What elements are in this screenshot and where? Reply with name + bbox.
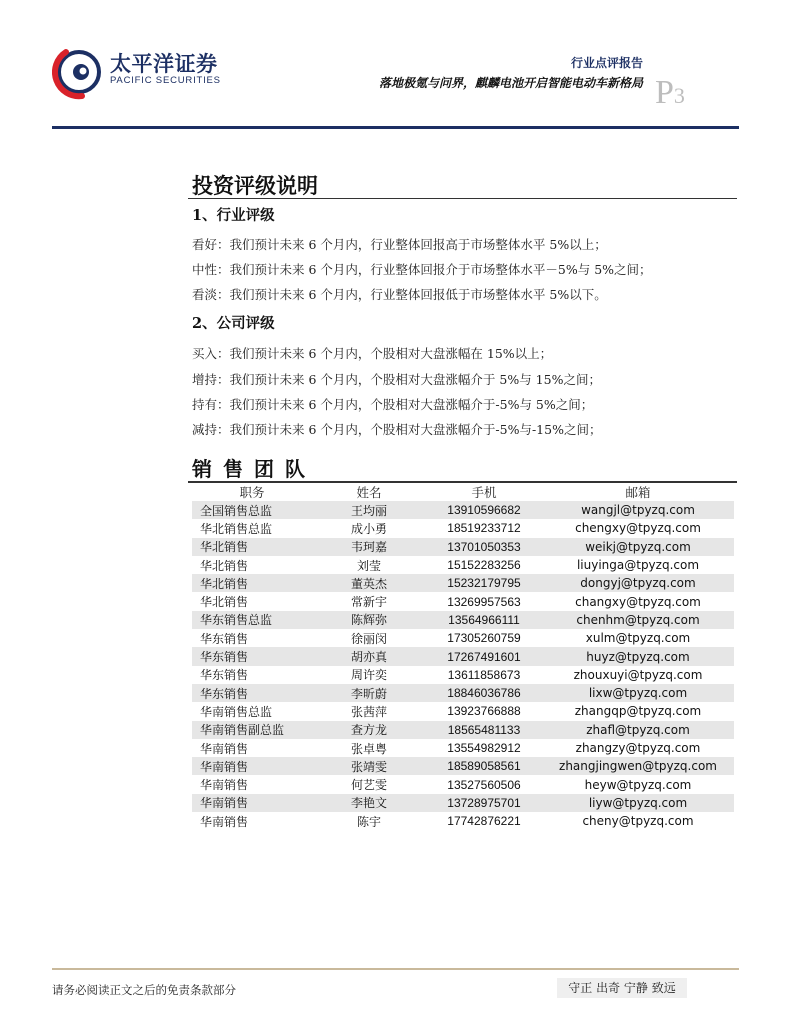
email-cell: chengxy@tpyzq.com (575, 521, 701, 536)
report-type: 行业点评报告 (570, 56, 643, 70)
footer-rule (52, 968, 739, 970)
email-cell: cheny@tpyzq.com (582, 814, 694, 829)
role-cell: 华东销售 (200, 668, 249, 683)
phone-cell: 15152283256 (447, 558, 521, 573)
email-cell: lixw@tpyzq.com (542, 684, 734, 702)
email-cell: huyz@tpyzq.com (542, 647, 734, 665)
phone-cell: 13923766888 (447, 704, 521, 719)
phone-cell: 18589058561 (426, 757, 542, 775)
name-cell: 陈辉弥 (312, 611, 426, 629)
phone-cell: 13728975701 (426, 794, 542, 812)
rating-section-rule (188, 198, 737, 199)
name-cell: 李昕蔚 (312, 684, 426, 702)
email-cell: liyw@tpyzq.com (542, 794, 734, 812)
industry-rating-line: 中性：我们预计未来 6 个月内，行业整体回报介于市场整体水平－5%与 5%之间； (192, 262, 652, 277)
role-cell: 华南销售 (200, 778, 249, 793)
role-cell: 华东销售 (192, 684, 312, 702)
table-row (192, 611, 734, 629)
table-row (192, 519, 734, 537)
phone-cell: 13269957563 (447, 594, 521, 609)
phone-cell: 13611858673 (447, 667, 521, 682)
company-rating-line: 买入：我们预计未来 6 个月内，个股相对大盘涨幅在 15%以上； (192, 346, 553, 361)
table-row (192, 647, 734, 665)
email-cell: zhangzy@tpyzq.com (575, 741, 701, 755)
role-cell: 华南销售总监 (200, 704, 273, 719)
role-cell: 华北销售 (200, 595, 249, 610)
table-header-row (192, 483, 734, 501)
name-cell: 张靖雯 (312, 757, 426, 775)
company-motto: 守正 出奇 宁静 致远 (557, 978, 687, 998)
company-logo (52, 42, 222, 100)
column-header-phone: 手机 (471, 485, 497, 500)
company-rating-heading: 2、公司评级 (192, 315, 275, 332)
name-cell: 徐丽闵 (350, 631, 387, 646)
email-cell: heyw@tpyzq.com (584, 777, 692, 792)
sales-team-table (192, 483, 734, 830)
column-header-role: 职务 (239, 485, 265, 500)
name-cell: 周许奕 (350, 668, 387, 683)
table-row (192, 739, 734, 757)
email-cell: zhafl@tpyzq.com (542, 721, 734, 739)
sales-team-rows (192, 501, 734, 830)
phone-cell: 15232179795 (426, 574, 542, 592)
email-cell: chenhm@tpyzq.com (542, 611, 734, 629)
table-row (192, 666, 734, 684)
name-cell: 韦珂嘉 (312, 538, 426, 556)
role-cell: 华东销售 (192, 647, 312, 665)
name-cell: 刘莹 (356, 558, 381, 573)
role-cell: 华东销售 (200, 631, 249, 646)
table-row (192, 812, 734, 830)
table-row (192, 501, 734, 519)
disclaimer-note: 请务必阅读正文之后的免责条款部分 (52, 983, 236, 997)
table-row (192, 757, 734, 775)
page-number (655, 74, 685, 112)
role-cell: 华北销售 (192, 574, 312, 592)
name-cell: 张茜萍 (350, 704, 387, 719)
phone-cell: 13527560506 (447, 777, 521, 792)
email-cell: wangjl@tpyzq.com (542, 501, 734, 519)
table-row (192, 556, 734, 574)
table-row (192, 629, 734, 647)
name-cell: 张卓粤 (350, 741, 387, 756)
phone-cell: 18846036786 (426, 684, 542, 702)
phone-cell: 18519233712 (447, 521, 521, 536)
email-cell: zhouxuyi@tpyzq.com (573, 667, 703, 682)
table-row (192, 538, 734, 556)
page-number-value: 3 (673, 83, 685, 108)
table-row (192, 721, 734, 739)
logo-chinese-name: 太平洋证券 (110, 52, 218, 76)
name-cell: 胡亦真 (312, 647, 426, 665)
table-row (192, 775, 734, 793)
table-row (192, 684, 734, 702)
company-rating-line: 增持：我们预计未来 6 个月内，个股相对大盘涨幅介于 5%与 15%之间； (192, 372, 601, 387)
industry-rating-heading: 1、行业评级 (192, 207, 275, 224)
email-cell: zhangqp@tpyzq.com (574, 704, 702, 719)
phone-cell: 13564966111 (426, 611, 542, 629)
company-rating-line: 减持：我们预计未来 6 个月内，个股相对大盘涨幅介于-5%与-15%之间； (192, 422, 602, 437)
role-cell: 华东销售总监 (192, 611, 312, 629)
phone-cell: 17742876221 (447, 814, 521, 829)
phone-cell: 18565481133 (426, 721, 542, 739)
table-row (192, 794, 734, 812)
pacific-securities-logo-icon (52, 42, 106, 100)
name-cell: 李艳文 (312, 794, 426, 812)
company-rating-line: 持有：我们预计未来 6 个月内，个股相对大盘涨幅介于-5%与 5%之间； (192, 397, 594, 412)
industry-rating-line: 看好：我们预计未来 6 个月内，行业整体回报高于市场整体水平 5%以上； (192, 237, 607, 252)
name-cell: 王均丽 (312, 501, 426, 519)
name-cell: 何艺雯 (350, 778, 387, 793)
sales-team-title: 销售团队 (192, 457, 316, 481)
column-header-name: 姓名 (356, 485, 382, 500)
report-title: 落地极氪与问界，麒麟电池开启智能电动车新格局 (378, 76, 643, 90)
name-cell: 成小勇 (350, 521, 387, 536)
email-cell: zhangjingwen@tpyzq.com (542, 757, 734, 775)
email-cell: changxy@tpyzq.com (575, 594, 701, 609)
role-cell: 全国销售总监 (192, 501, 312, 519)
name-cell: 查方龙 (312, 721, 426, 739)
industry-rating-line: 看淡：我们预计未来 6 个月内，行业整体回报低于市场整体水平 5%以下。 (192, 287, 607, 302)
email-cell: xulm@tpyzq.com (585, 631, 691, 646)
rating-section-title: 投资评级说明 (192, 173, 318, 198)
email-cell: dongyj@tpyzq.com (542, 574, 734, 592)
name-cell: 常新宇 (350, 595, 387, 610)
logo-english-name: PACIFIC SECURITIES (110, 75, 221, 86)
role-cell: 华北销售 (200, 558, 249, 573)
phone-cell: 17267491601 (426, 647, 542, 665)
role-cell: 华北销售 (192, 538, 312, 556)
column-header-email: 邮箱 (625, 485, 651, 500)
table-row (192, 574, 734, 592)
email-cell: weikj@tpyzq.com (542, 538, 734, 556)
role-cell: 华南销售 (200, 814, 249, 829)
email-cell: liuyinga@tpyzq.com (576, 558, 700, 573)
table-row (192, 702, 734, 720)
table-row (192, 592, 734, 610)
role-cell: 华南销售 (200, 741, 249, 756)
name-cell: 陈宇 (356, 814, 381, 829)
role-cell: 华北销售总监 (200, 521, 273, 536)
header-rule (52, 126, 739, 129)
role-cell: 华南销售 (192, 794, 312, 812)
phone-cell: 13910596682 (426, 501, 542, 519)
role-cell: 华南销售副总监 (192, 721, 312, 739)
phone-cell: 13701050353 (426, 538, 542, 556)
role-cell: 华南销售 (192, 757, 312, 775)
phone-cell: 13554982912 (447, 741, 521, 755)
page-prefix: P (655, 74, 674, 111)
name-cell: 董英杰 (312, 574, 426, 592)
phone-cell: 17305260759 (447, 631, 521, 646)
